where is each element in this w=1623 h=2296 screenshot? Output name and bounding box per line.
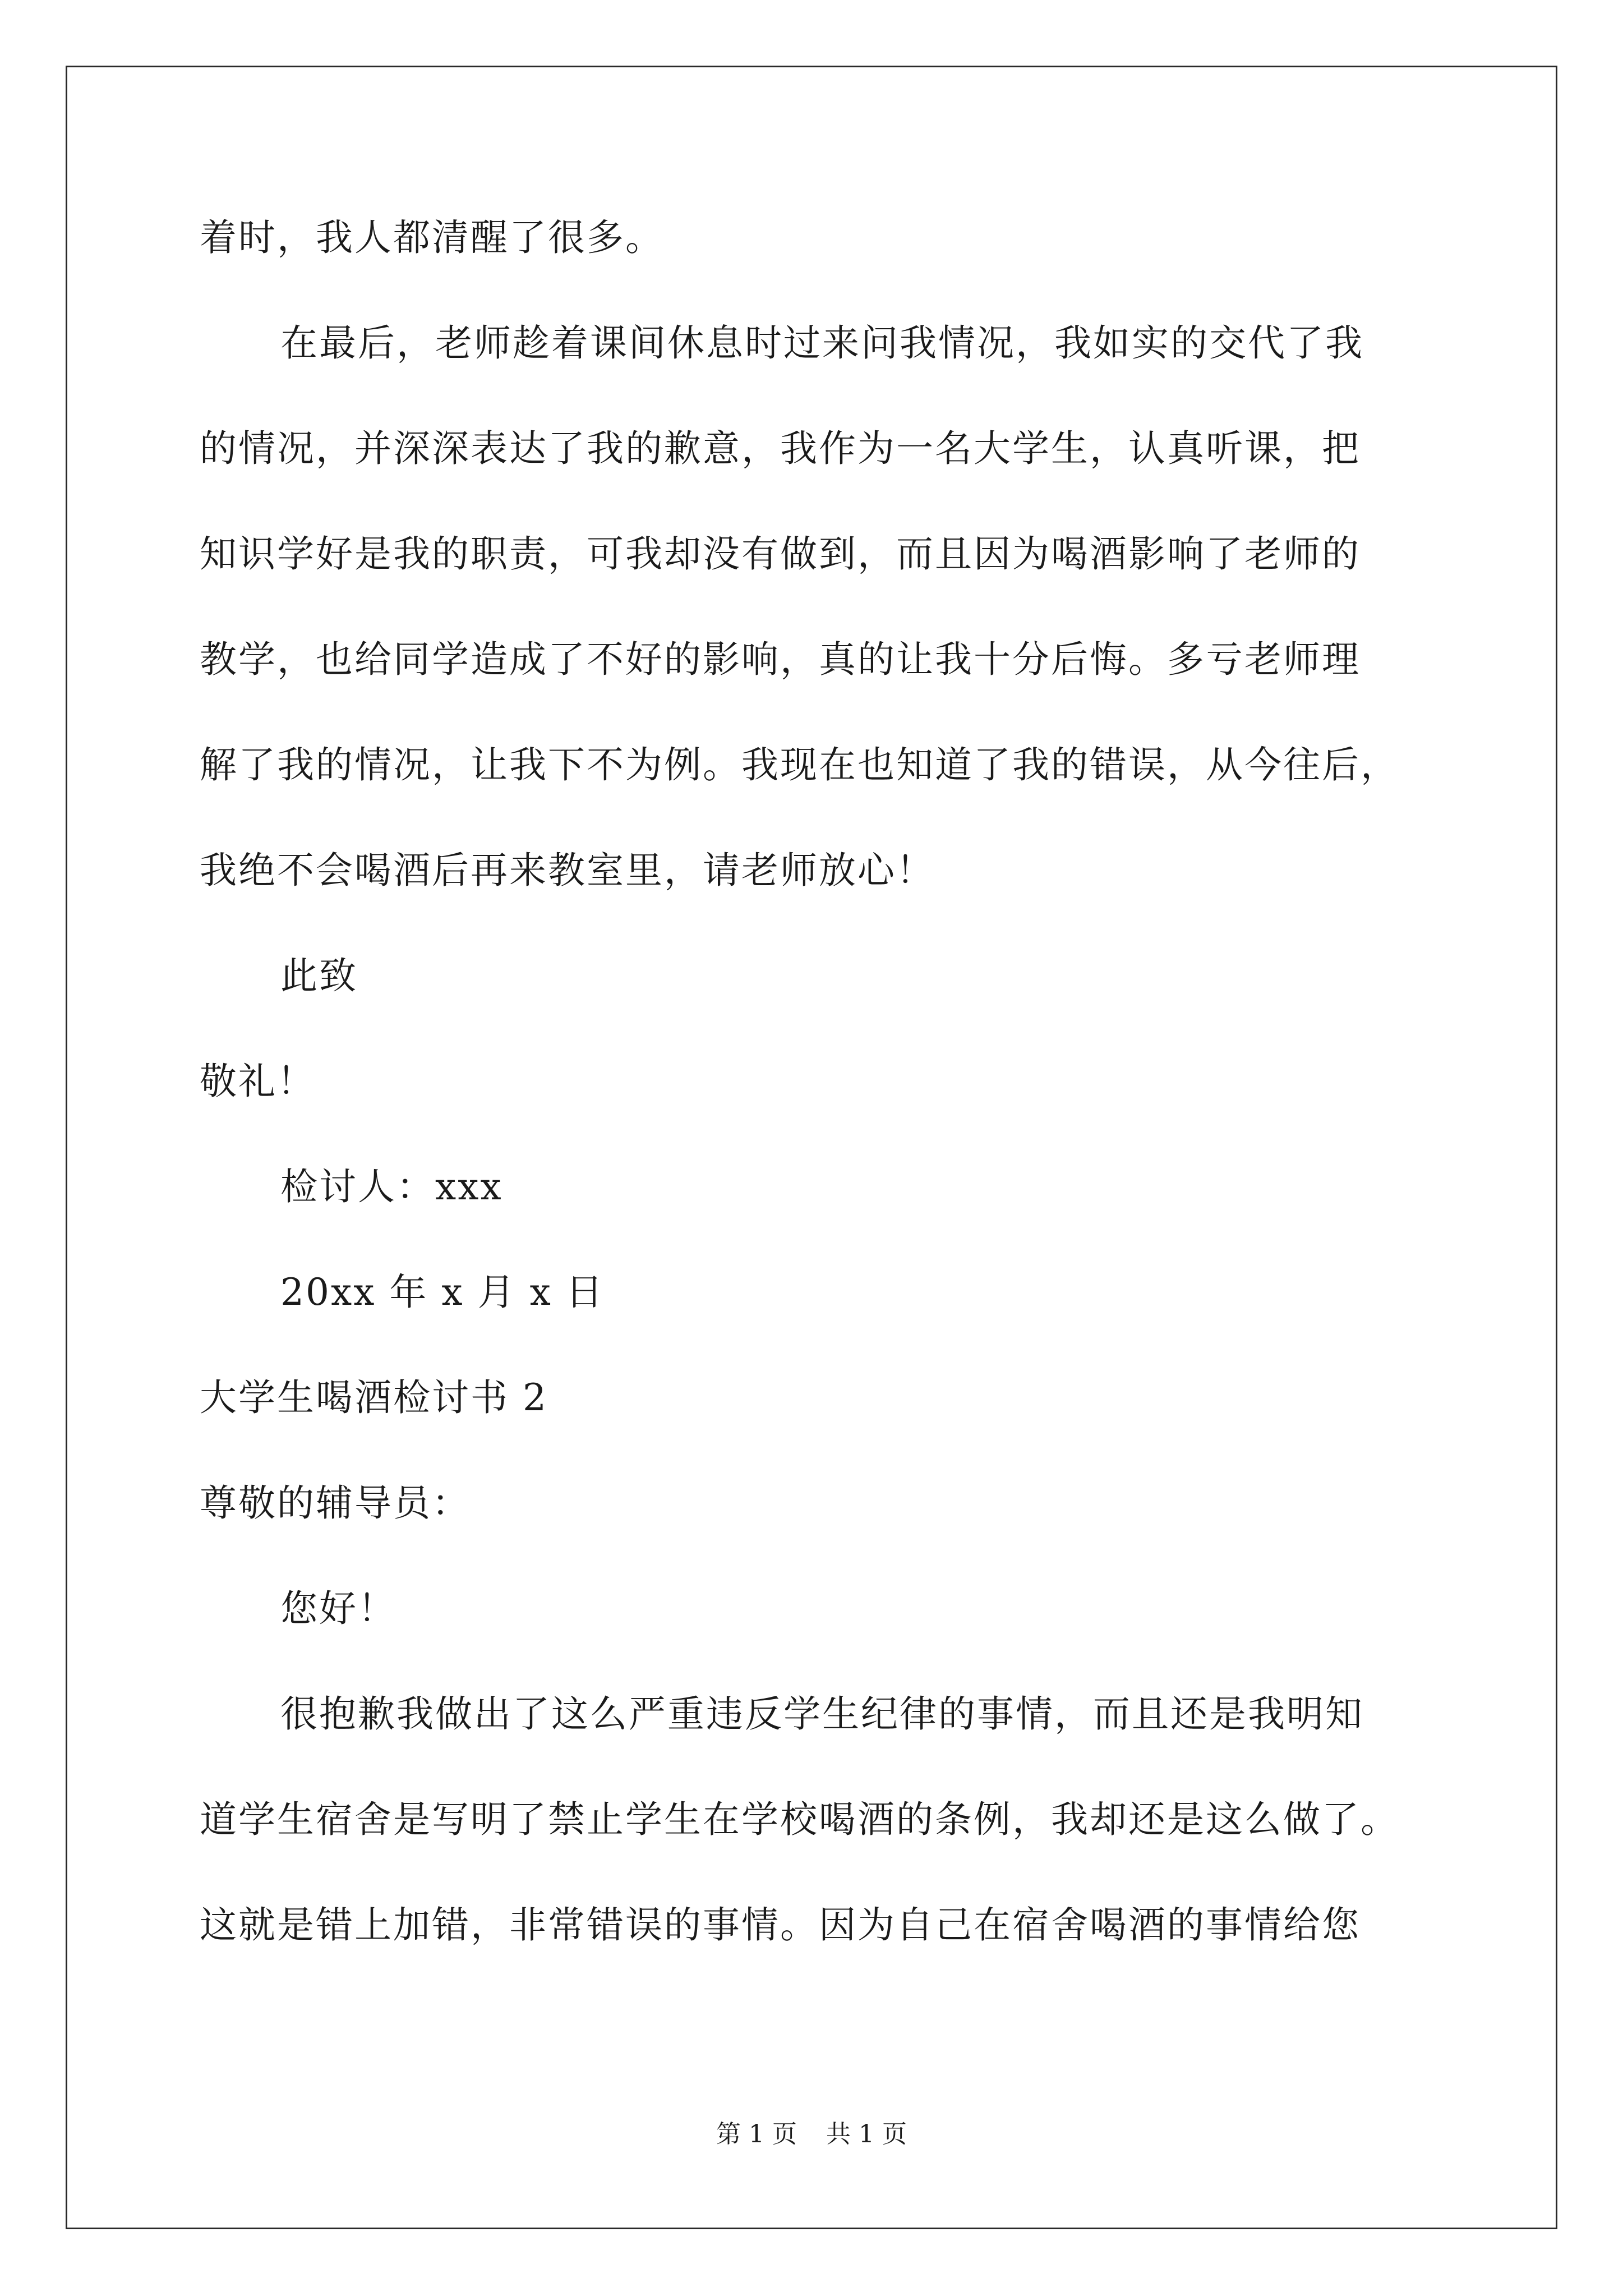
text-line: 知识学好是我的职责，可我却没有做到，而且因为喝酒影响了老师的 — [200, 532, 1361, 576]
text-line: 解了我的情况，让我下不为例。我现在也知道了我的错误，从今往后， — [200, 743, 1399, 786]
page-footer — [0, 2119, 1623, 2150]
page-total: 共 1 页 — [826, 2120, 907, 2148]
paragraph-start: 很抱歉我做出了这么严重违反学生纪律的事情，而且还是我明知 — [280, 1692, 1364, 1736]
text-line: 这就是错上加错，非常错误的事情。因为自己在宿舍喝酒的事情给您 — [200, 1903, 1361, 1947]
greeting: 您好！ — [280, 1587, 396, 1630]
author-signature: 检讨人：xxx — [280, 1165, 503, 1208]
text-line: 我绝不会喝酒后再来教室里，请老师放心！ — [200, 849, 935, 892]
page-number: 第 1 页 — [716, 2120, 797, 2148]
closing-regards: 敬礼！ — [200, 1060, 316, 1103]
closing-salutation: 此致 — [280, 954, 358, 997]
greeting-recipient: 尊敬的辅导员： — [200, 1481, 471, 1525]
paragraph-start: 在最后，老师趁着课间休息时过来问我情况，我如实的交代了我 — [280, 321, 1364, 365]
section-title: 大学生喝酒检讨书 2 — [200, 1376, 548, 1419]
text-line: 着时，我人都清醒了很多。 — [200, 216, 664, 259]
letter-date: 20xx 年 x 月 x 日 — [280, 1271, 605, 1314]
text-line: 道学生宿舍是写明了禁止学生在学校喝酒的条例，我却还是这么做了。 — [200, 1798, 1399, 1841]
text-line: 的情况，并深深表达了我的歉意，我作为一名大学生，认真听课，把 — [200, 427, 1361, 470]
text-line: 教学，也给同学造成了不好的影响，真的让我十分后悔。多亏老师理 — [200, 638, 1361, 681]
